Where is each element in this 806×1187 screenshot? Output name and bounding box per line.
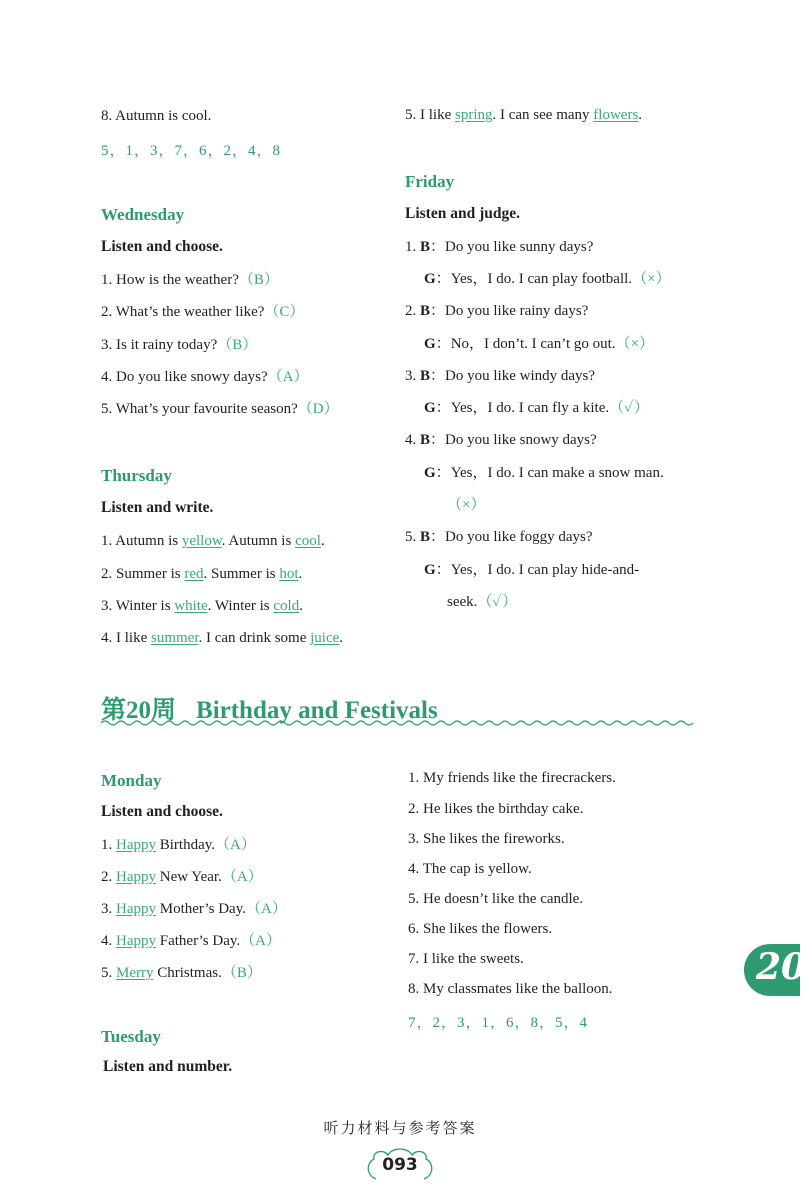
filled-blank: hot (279, 566, 299, 582)
filled-blank: juice (310, 630, 340, 646)
answer: （B） (238, 272, 279, 288)
page-number: 093 (382, 1155, 418, 1175)
question-item: 4. Do you like snowy days?（A） (101, 369, 309, 385)
day-heading-monday: Monday (101, 771, 162, 790)
dialog-question: 2. B：Do you like rainy days? (405, 303, 589, 319)
instruction: Listen and number. (103, 1058, 233, 1075)
list-item: 4. The cap is yellow. (408, 861, 532, 877)
answer: （A） (246, 901, 287, 917)
judge-mark: （×） (615, 336, 654, 352)
week-number: 第20周 (101, 697, 177, 724)
filled-blank: Happy (116, 933, 156, 949)
question-item: 5. What’s your favourite season?（D） (101, 401, 339, 417)
list-item: 6. She likes the flowers. (408, 921, 553, 937)
judge-mark: （×） (447, 497, 486, 513)
judge-mark: （×） (632, 271, 671, 287)
filled-blank: Happy (116, 901, 156, 917)
filled-blank: cool (295, 533, 321, 549)
answer: （A） (215, 837, 256, 853)
answer: （C） (264, 304, 305, 320)
answer: （A） (221, 869, 263, 885)
answer: （B） (217, 337, 258, 353)
list-item: 7. I like the sweets. (408, 951, 524, 967)
list-item: 8. My classmates like the balloon. (408, 981, 613, 997)
instruction: Listen and choose. (101, 238, 223, 255)
day-heading-thursday: Thursday (101, 466, 172, 485)
list-item: 5. He doesn’t like the candle. (408, 891, 584, 907)
filled-blank: Happy (116, 837, 156, 853)
fill-item: 5. I like spring. I can see many flowers. (405, 107, 643, 123)
filled-blank: Happy (116, 869, 156, 885)
fill-item: 4. Happy Father’s Day.（A） (101, 933, 281, 949)
fill-item: 2. Summer is red. Summer is hot. (101, 566, 303, 582)
wavy-underline (101, 718, 693, 728)
list-item: 1. My friends like the firecrackers. (408, 770, 616, 786)
dialog-question: 1. B：Do you like sunny days? (405, 239, 594, 255)
fill-item: 2. Happy New Year.（A） (101, 869, 263, 885)
item-text: 8. Autumn is cool. (101, 108, 212, 124)
answer: （A） (240, 933, 281, 949)
answer-sequence: 7，2，3，1，6，8，5，4 (408, 1015, 589, 1031)
dialog-question: 5. B：Do you like foggy days? (405, 529, 593, 545)
answer-sequence: 5，1，3，7，6，2，4，8 (101, 143, 282, 159)
judge-mark: （✓） (609, 400, 649, 416)
filled-blank: spring (455, 107, 493, 123)
fill-item: 3. Happy Mother’s Day.（A） (101, 901, 287, 917)
instruction: Listen and choose. (101, 803, 223, 820)
dialog-answer: G：No，I don’t. I can’t go out.（×） (424, 336, 654, 352)
instruction: Listen and judge. (405, 205, 520, 222)
dialog-question: 4. B：Do you like snowy days? (405, 432, 597, 448)
fill-item: 1. Happy Birthday.（A） (101, 837, 256, 853)
question-item: 2. What’s the weather like?（C） (101, 304, 305, 320)
dialog-answer: G：Yes，I do. I can fly a kite.（✓） (424, 400, 649, 416)
judge-mark: （✓） (477, 594, 518, 610)
list-item: 2. He likes the birthday cake. (408, 801, 584, 817)
week-theme: Birthday and Festivals (196, 697, 438, 724)
filled-blank: red (184, 566, 204, 582)
instruction: Listen and write. (101, 499, 214, 516)
filled-blank: yellow (181, 533, 222, 549)
footer-caption: 听力材料与参考答案 (323, 1119, 477, 1137)
filled-blank: cold (273, 598, 300, 614)
chapter-tab: 20 (744, 944, 800, 996)
dialog-answer-continued: seek.（✓） (447, 594, 518, 610)
fill-item: 1. Autumn is yellow. Autumn is cool. (101, 533, 325, 549)
answer: （B） (221, 965, 262, 981)
day-heading-friday: Friday (405, 172, 455, 191)
filled-blank: summer (151, 630, 199, 646)
answer: （A） (267, 369, 309, 385)
fill-item: 4. I like summer. I can drink some juice. (101, 630, 344, 646)
filled-blank: flowers (593, 107, 639, 123)
dialog-answer: G：Yes，I do. I can play football.（×） (424, 271, 671, 287)
filled-blank: white (174, 598, 208, 614)
answer: （D） (297, 401, 339, 417)
dialog-question: 3. B：Do you like windy days? (405, 368, 596, 384)
list-item: 3. She likes the fireworks. (408, 831, 565, 847)
question-item: 1. How is the weather?（B） (101, 272, 279, 288)
fill-item: 3. Winter is white. Winter is cold. (101, 598, 303, 614)
question-item: 3. Is it rainy today?（B） (101, 337, 258, 353)
day-heading-wednesday: Wednesday (101, 205, 185, 224)
filled-blank: Merry (116, 965, 154, 981)
dialog-answer: G：Yes，I do. I can make a snow man. (424, 465, 664, 481)
day-heading-tuesday: Tuesday (101, 1027, 161, 1046)
dialog-answer: G：Yes，I do. I can play hide-and- (424, 562, 640, 578)
fill-item: 5. Merry Christmas.（B） (101, 965, 262, 981)
